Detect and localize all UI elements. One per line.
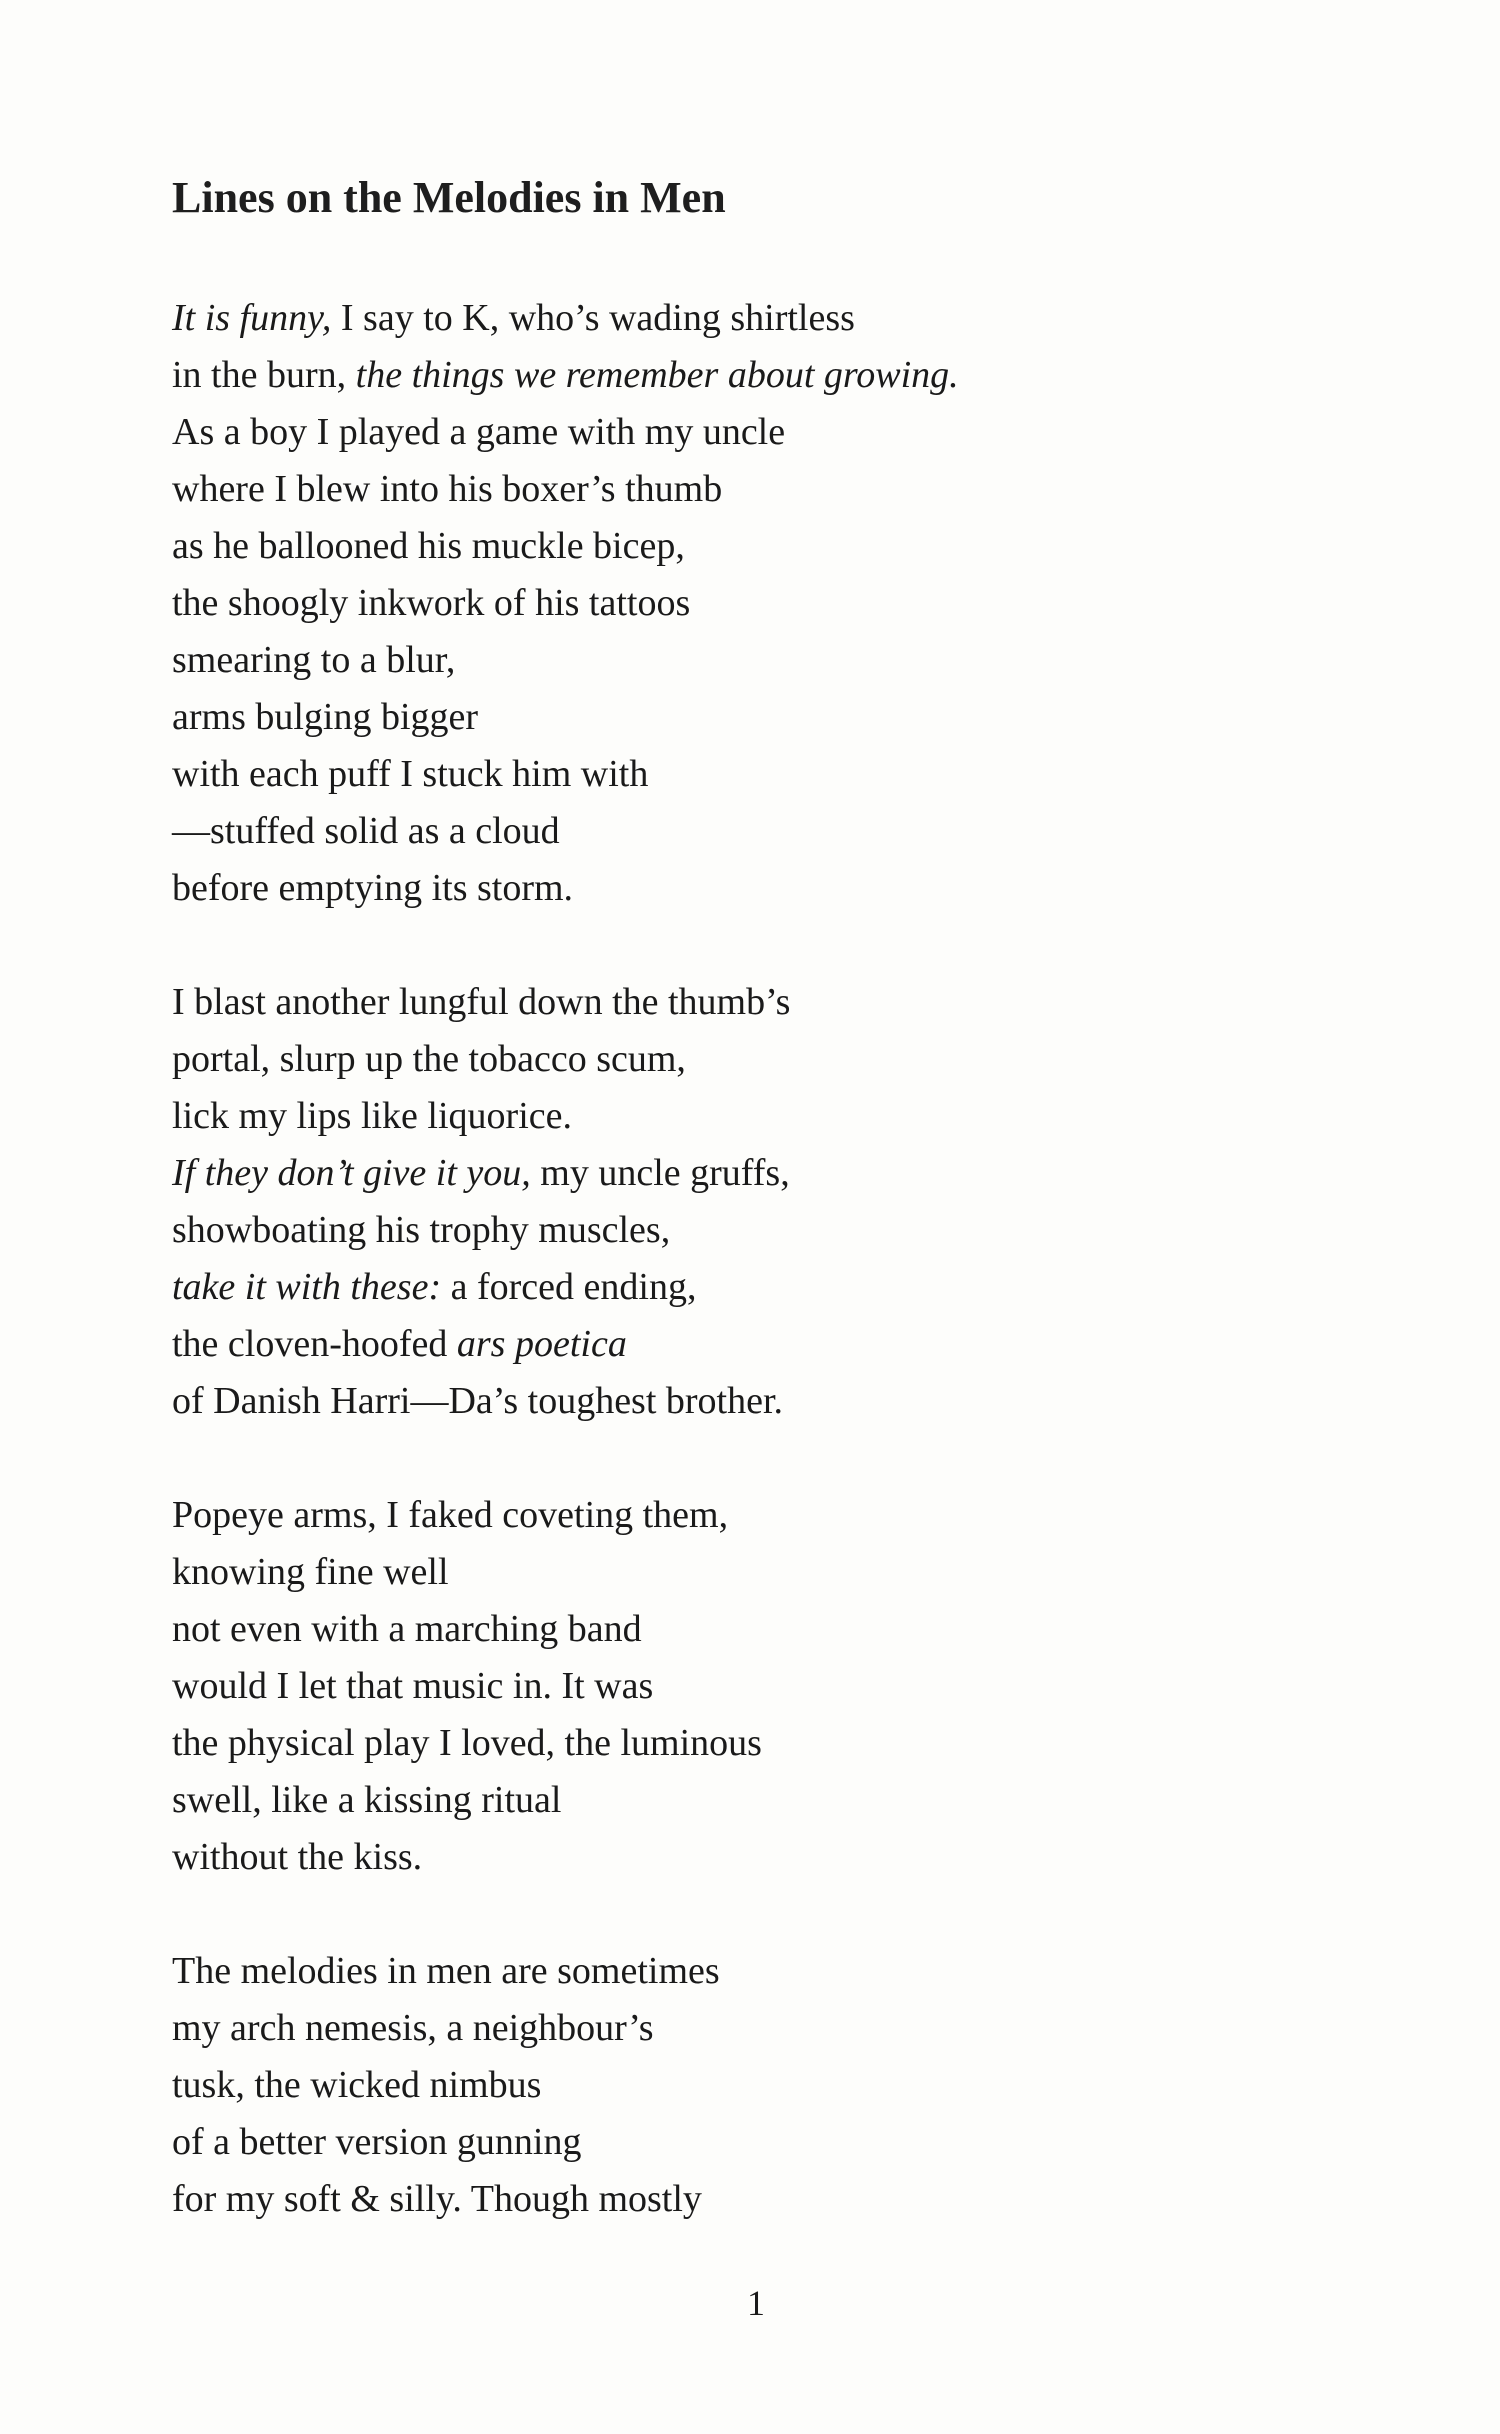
line-text: portal, slurp up the tobacco scum, — [172, 1038, 686, 1080]
line-text: with each puff I stuck him with — [172, 753, 649, 795]
poem-line — [172, 746, 959, 803]
poem-line — [172, 1487, 959, 1544]
line-text: for my soft & silly. Though mostly — [172, 2178, 702, 2220]
line-text: As a boy I played a game with my uncle — [172, 411, 786, 453]
poem-line — [172, 1259, 959, 1316]
stanza — [172, 290, 959, 917]
line-text: before emptying its storm. — [172, 867, 574, 909]
italic-phrase: If they don’t give it you, — [172, 1152, 531, 1194]
line-text: lick my lips like liquorice. — [172, 1095, 572, 1137]
line-text: showboating his trophy muscles, — [172, 1209, 671, 1251]
poem-line — [172, 290, 959, 347]
line-text: —stuffed solid as a cloud — [172, 810, 560, 852]
line-text: the cloven-hoofed — [172, 1323, 457, 1365]
line-text: in the burn, — [172, 354, 356, 396]
poem-line — [172, 1943, 959, 2000]
poem-line — [172, 2057, 959, 2114]
line-text: I blast another lungful down the thumb’s — [172, 981, 791, 1023]
line-text: without the kiss. — [172, 1836, 423, 1878]
poem-line — [172, 347, 959, 404]
poem-line — [172, 1145, 959, 1202]
poem-line — [172, 404, 959, 461]
poem-line — [172, 1658, 959, 1715]
poem-line — [172, 2171, 959, 2228]
poem-line — [172, 1088, 959, 1145]
line-text: Popeye arms, I faked coveting them, — [172, 1494, 729, 1536]
line-text: swell, like a kissing ritual — [172, 1779, 562, 1821]
poem-line — [172, 575, 959, 632]
line-text: as he ballooned his muckle bicep, — [172, 525, 685, 567]
poem-line — [172, 689, 959, 746]
line-text: my uncle gruffs, — [530, 1152, 790, 1194]
line-text: arms bulging bigger — [172, 696, 479, 738]
poem-line — [172, 1772, 959, 1829]
italic-phrase: ars poetica — [456, 1323, 627, 1365]
line-text: not even with a marching band — [172, 1608, 642, 1650]
poem-line — [172, 2000, 959, 2057]
poem-title: Lines on the Melodies in Men — [172, 173, 726, 222]
stanza — [172, 974, 959, 1430]
poem-body — [172, 290, 959, 2285]
poem-line — [172, 1031, 959, 1088]
poem-line — [172, 1202, 959, 1259]
poem-line — [172, 1316, 959, 1373]
line-text: of a better version gunning — [172, 2121, 582, 2163]
line-text: tusk, the wicked nimbus — [172, 2064, 542, 2106]
line-text: the shoogly inkwork of his tattoos — [172, 582, 691, 624]
line-text: a forced ending, — [441, 1266, 697, 1308]
italic-phrase: the things we remember about growing. — [355, 354, 959, 396]
line-text: The melodies in men are sometimes — [172, 1950, 720, 1992]
poem-line — [172, 1715, 959, 1772]
line-text: of Danish Harri—Da’s toughest brother. — [172, 1380, 784, 1422]
poem-line — [172, 860, 959, 917]
line-text: my arch nemesis, a neighbour’s — [172, 2007, 654, 2049]
poem-line — [172, 461, 959, 518]
line-text: would I let that music in. It was — [172, 1665, 654, 1707]
italic-phrase: take it with these: — [172, 1266, 442, 1308]
italic-phrase: It is funny, — [172, 297, 332, 339]
poem-line — [172, 1601, 959, 1658]
poem-line — [172, 1544, 959, 1601]
poem-line — [172, 803, 959, 860]
page-number: 1 — [747, 2283, 765, 2323]
stanza — [172, 1487, 959, 1886]
poem-line — [172, 2114, 959, 2171]
line-text: I say to K, who’s wading shirtless — [331, 297, 855, 339]
poem-line — [172, 1373, 959, 1430]
poem-line — [172, 632, 959, 689]
stanza — [172, 1943, 959, 2228]
line-text: where I blew into his boxer’s thumb — [172, 468, 723, 510]
line-text: smearing to a blur, — [172, 639, 456, 681]
poem-line — [172, 1829, 959, 1886]
poem-line — [172, 974, 959, 1031]
line-text: knowing fine well — [172, 1551, 449, 1593]
line-text: the physical play I loved, the luminous — [172, 1722, 762, 1764]
poem-line — [172, 518, 959, 575]
